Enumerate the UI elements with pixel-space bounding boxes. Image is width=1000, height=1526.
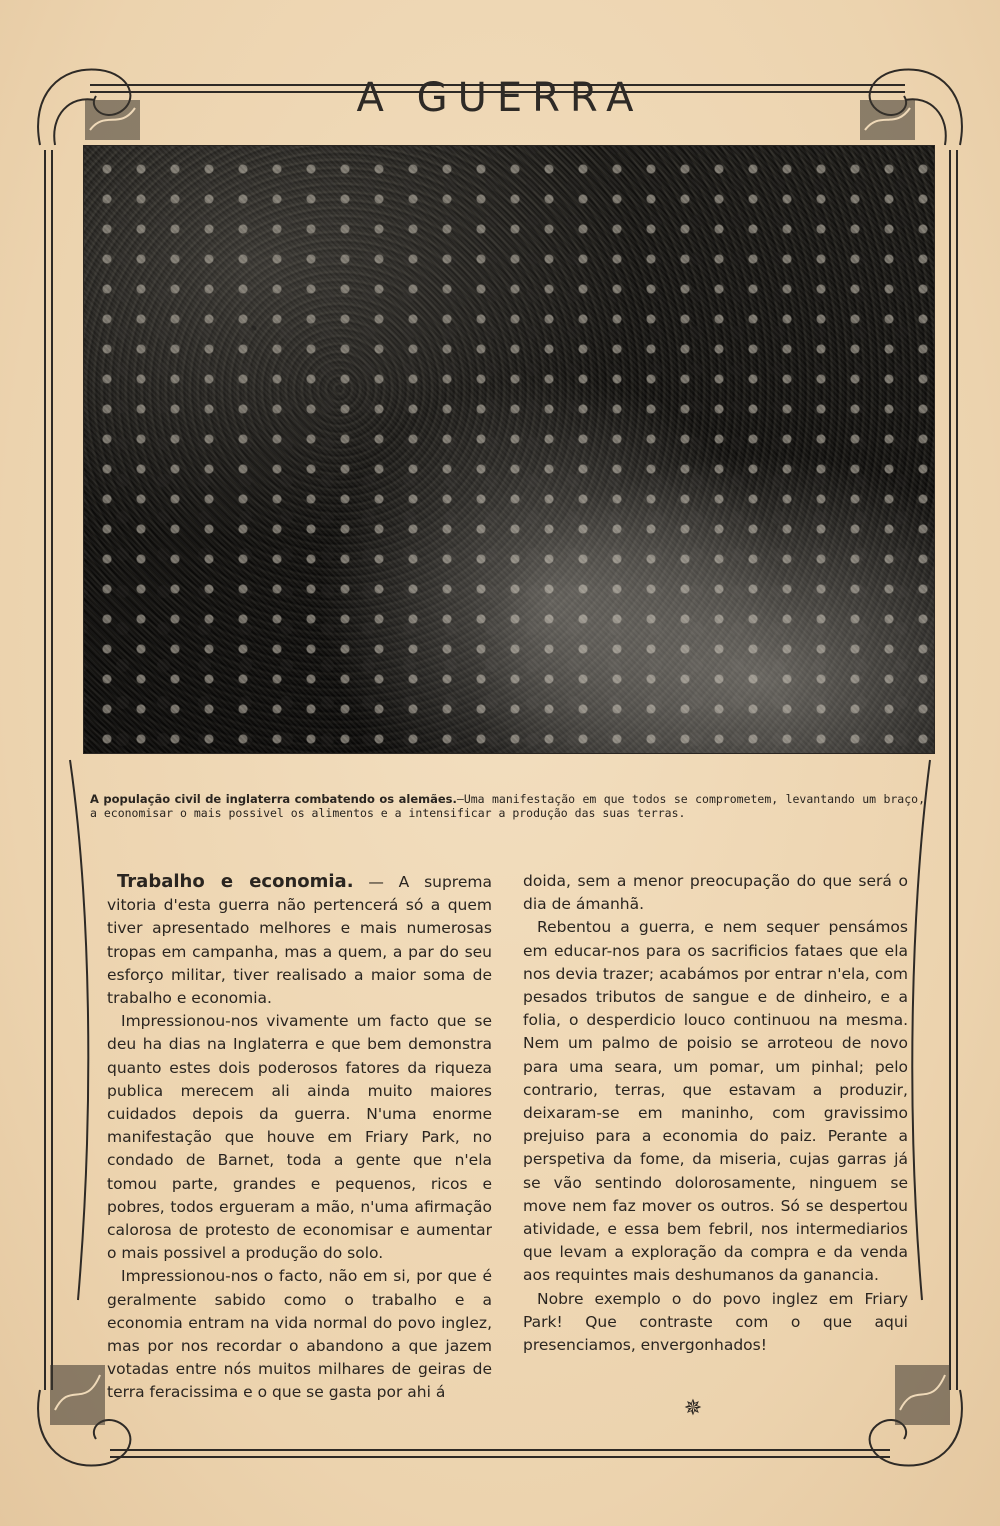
photo-tone <box>84 146 934 753</box>
article-column-left <box>107 870 492 1405</box>
page-title: A GUERRA <box>356 75 644 121</box>
photo-caption <box>90 792 925 820</box>
article-paragraph: Impressionou-nos o facto, não em si, por que é geralmente sabido como o trabalho e a economia entram na vida normal do povo inglez, mas por nos recordar o abandono a que jazem votadas entre nós muitos milhares de geiras de terra feracissima e o que se gasta por ahi á <box>107 1267 492 1402</box>
article-heading: Trabalho e economia. <box>117 871 354 892</box>
caption-bold: A população civil de inglaterra combatendo os alemães. <box>90 792 457 806</box>
end-star-icon: ✵ <box>683 1396 703 1421</box>
caption-rest: —Uma manifestação em que todos se comprometem, levantando um braço, a economisar o mais possivel os alimentos e a intensificar a produção das suas terras. <box>90 792 925 820</box>
article-paragraph: doida, sem a menor preocupação do que será o dia de ámanhã. <box>523 872 908 914</box>
article-column-right <box>523 870 908 1357</box>
article-paragraph: Impressionou-nos vivamente um facto que se deu ha dias na Inglaterra e que bem demonstra quanto estes dois poderosos fatores da riqueza publica merecem ali ainda muito maiores cuidados depois da guerra. N'uma enorme manifestação que houve em Friary Park, no condado de Barnet, toda a gente que n'ela tomou parte, grandes e pequenos, ricos e pobres, todos ergueram a mão, n'uma afirmação calorosa de protesto de economisar e aumentar o mais possivel a produção do solo. <box>107 1012 492 1263</box>
crowd-photo <box>83 145 935 754</box>
article-paragraph: Nobre exemplo o do povo inglez em Friary Park! Que contraste com o que aqui presenciamos, envergonhados! <box>523 1289 908 1355</box>
article-paragraph: Trabalho e economia. — A suprema vitoria d'esta guerra não pertencerá só a quem tiver apresentado melhores e mais numerosas tropas em campanha, mas a quem, a par do seu esforço militar, tiver realisado a maior soma de trabalho e economia. <box>107 871 492 1008</box>
article-paragraph: Rebentou a guerra, e nem sequer pensámos em educar-nos para os sacrificios fataes que ela nos devia trazer; acabámos por entrar n'ela, com pesados tributos de sangue e de dinheiro, e a folia, o desperdicio louco continuou na mesma. Nem um palmo de poisio se arroteou de novo para uma seara, um pomar, um pinhal; pelo contrario, terras, que estavam a produzir, deixaram-se em maninho, com gravissimo prejuiso para a economia do paiz. Perante a perspetiva da fome, da miseria, cujas garras já se vão sentindo dolorosamente, ninguem se move nem faz mover os outros. Só se despertou atividade, e essa bem febril, nos intermediarios que levam a exploração da compra e da venda aos requintes mais deshumanos da ganancia. <box>523 918 908 1285</box>
